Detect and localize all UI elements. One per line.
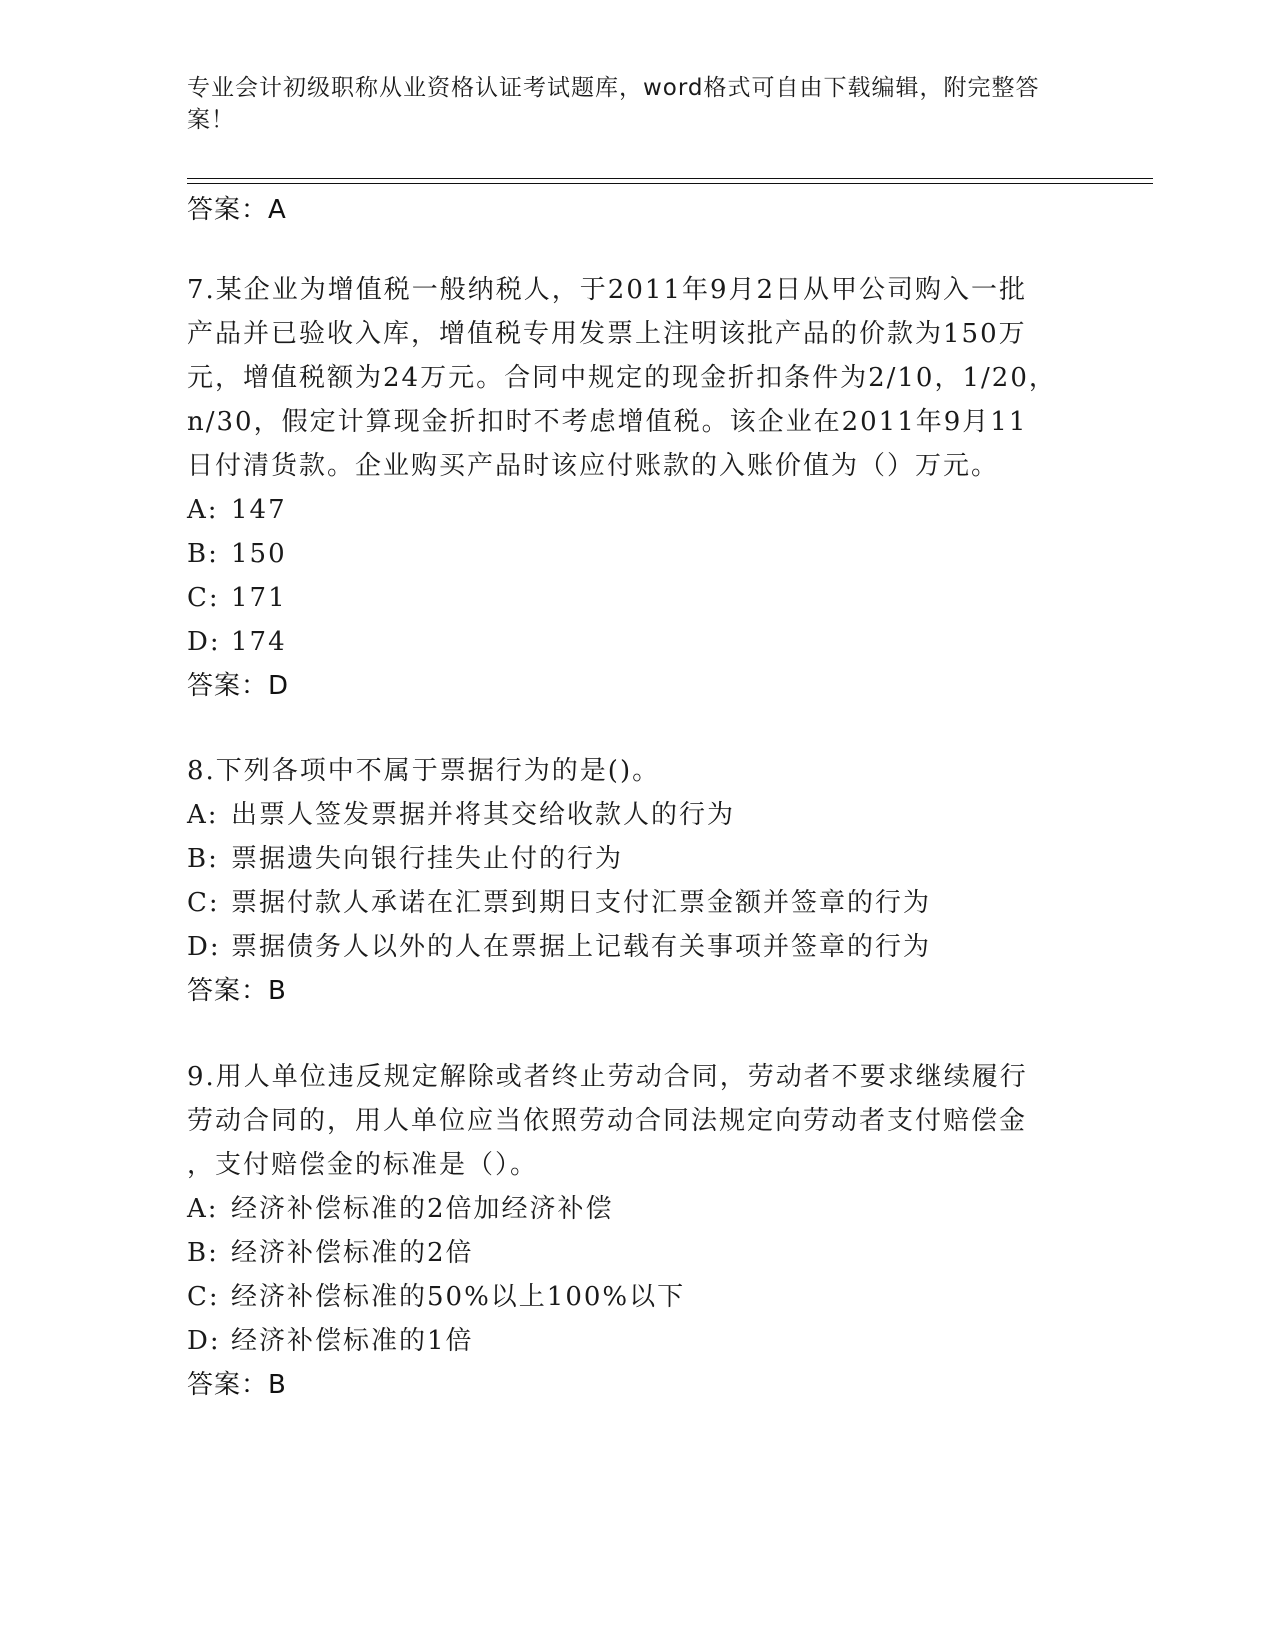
question-9-answer: 答案：B	[187, 1370, 287, 1400]
question-8-line-1: 8.下列各项中不属于票据行为的是()。	[187, 756, 661, 786]
option-text: 经济补偿标准的1倍	[231, 1326, 474, 1356]
option-key: B:	[187, 844, 219, 874]
question-9-line-1: 9.用人单位违反规定解除或者终止劳动合同，劳动者不要求继续履行	[187, 1062, 1028, 1092]
question-7-line-2: 产品并已验收入库，增值税专用发票上注明该批产品的价款为150万	[187, 319, 1027, 349]
page-header	[187, 72, 1067, 136]
option-key: C:	[187, 1282, 220, 1312]
question-9-line-3: ，支付赔偿金的标准是（）。	[187, 1150, 539, 1180]
question-9-line-2: 劳动合同的，用人单位应当依照劳动合同法规定向劳动者支付赔偿金	[187, 1106, 1028, 1136]
question-8-option-b	[187, 844, 623, 874]
option-text: 票据遗失向银行挂失止付的行为	[231, 844, 624, 874]
question-9-option-b	[187, 1238, 474, 1268]
question-7-line-3: 元，增值税额为24万元。合同中规定的现金折扣条件为2/10，1/20，	[187, 363, 1057, 393]
answer-prev-question: 答案：A	[187, 195, 287, 225]
question-9-option-c	[187, 1282, 685, 1312]
option-key: A:	[187, 1194, 219, 1224]
option-key: C:	[187, 583, 220, 613]
option-key: B:	[187, 539, 219, 569]
header-rule-bottom	[187, 183, 1153, 184]
option-text: 经济补偿标准的2倍	[231, 1238, 474, 1268]
option-key: D:	[187, 627, 221, 657]
question-9-option-a	[187, 1194, 614, 1224]
question-7-option-c	[187, 583, 287, 613]
header-line-2: 案！	[187, 107, 235, 133]
header-rule-top	[187, 178, 1153, 179]
option-key: A:	[187, 800, 219, 830]
question-8-option-a	[187, 800, 735, 830]
header-line-1: 专业会计初级职称从业资格认证考试题库，word格式可自由下载编辑，附完整答	[187, 75, 1040, 101]
question-7-option-b	[187, 539, 287, 569]
question-9-option-d	[187, 1326, 474, 1356]
option-text: 171	[231, 583, 287, 613]
question-7-option-d	[187, 627, 287, 657]
option-text: 票据付款人承诺在汇票到期日支付汇票金额并签章的行为	[231, 888, 932, 918]
option-text: 147	[231, 495, 287, 525]
option-key: A:	[187, 495, 219, 525]
option-key: D:	[187, 932, 221, 962]
option-key: C:	[187, 888, 220, 918]
question-7-option-a	[187, 495, 287, 525]
option-text: 经济补偿标准的2倍加经济补偿	[231, 1194, 614, 1224]
option-text: 174	[231, 627, 287, 657]
option-key: D:	[187, 1326, 221, 1356]
question-7-line-1: 7.某企业为增值税一般纳税人，于2011年9月2日从甲公司购入一批	[187, 275, 1028, 305]
question-8-option-c	[187, 888, 931, 918]
option-text: 出票人签发票据并将其交给收款人的行为	[231, 800, 736, 830]
option-key: B:	[187, 1238, 219, 1268]
question-7-line-4: n/30，假定计算现金折扣时不考虑增值税。该企业在2011年9月11	[187, 407, 1028, 437]
question-8-answer: 答案：B	[187, 976, 287, 1006]
question-7-line-5: 日付清货款。企业购买产品时该应付账款的入账价值为（）万元。	[187, 451, 1000, 481]
question-8-option-d	[187, 932, 931, 962]
option-text: 票据债务人以外的人在票据上记载有关事项并签章的行为	[231, 932, 932, 962]
option-text: 150	[231, 539, 287, 569]
question-7-answer: 答案：D	[187, 671, 290, 701]
option-text: 经济补偿标准的50%以上100%以下	[231, 1282, 686, 1312]
